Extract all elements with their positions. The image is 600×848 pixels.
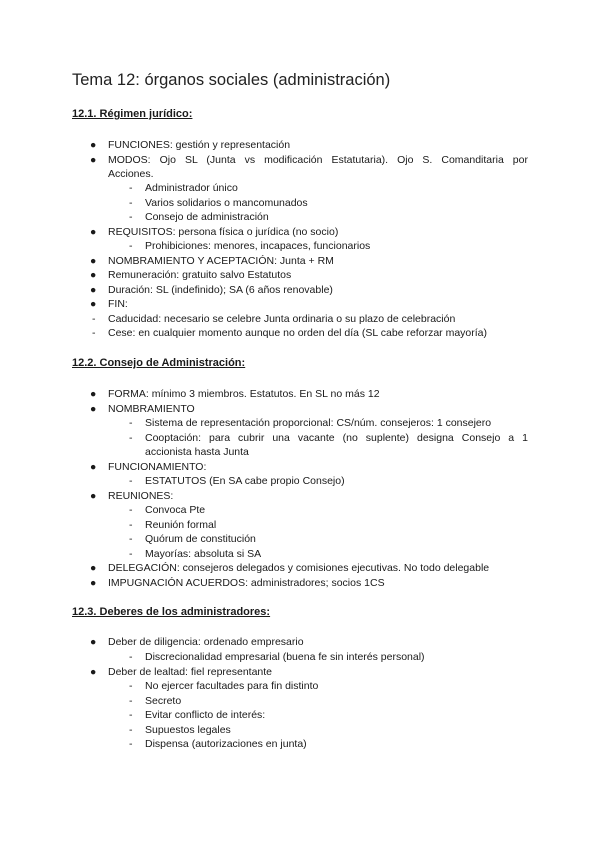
bullet-dash: - xyxy=(92,313,96,325)
list-item: MODOS: Ojo SL (Junta vs modificación Estatutaria). Ojo S. Comanditaria por xyxy=(108,154,528,166)
bullet-dot: ● xyxy=(90,226,97,238)
list-item: DELEGACIÓN: consejeros delegados y comisiones ejecutivas. No todo delegable xyxy=(108,562,490,574)
bullet-dash: - xyxy=(129,240,133,252)
bullet-dot: ● xyxy=(90,298,97,310)
bullet-dot: ● xyxy=(90,666,97,678)
bullet-dash: - xyxy=(129,533,133,545)
bullet-dash: - xyxy=(129,182,133,194)
section-heading: 12.2. Consejo de Administración: xyxy=(72,357,246,369)
list-item: FUNCIONES: gestión y representación xyxy=(108,139,291,151)
sub-item: Dispensa (autorizaciones en junta) xyxy=(145,738,307,750)
section-heading: 12.3. Deberes de los administradores: xyxy=(72,606,271,618)
list-item: IMPUGNACIÓN ACUERDOS: administradores; socios 1CS xyxy=(108,577,385,589)
sub-item: Quórum de constitución xyxy=(145,533,256,545)
sub-item: ESTATUTOS (En SA cabe propio Consejo) xyxy=(145,475,345,487)
list-item: Caducidad: necesario se celebre Junta ordinaria o su plazo de celebración xyxy=(108,313,456,325)
bullet-dot: ● xyxy=(90,269,97,281)
bullet-dash: - xyxy=(129,548,133,560)
bullet-dash: - xyxy=(129,211,133,223)
list-item: NOMBRAMIENTO Y ACEPTACIÓN: Junta + RM xyxy=(108,255,334,267)
bullet-dash: - xyxy=(129,475,133,487)
bullet-dash: - xyxy=(92,327,96,339)
list-item: Deber de diligencia: ordenado empresario xyxy=(108,636,304,648)
bullet-dot: ● xyxy=(90,139,97,151)
sub-item: Secreto xyxy=(145,695,182,707)
sub-item: Convoca Pte xyxy=(145,504,206,516)
bullet-dash: - xyxy=(129,417,133,429)
sub-item: No ejercer facultades para fin distinto xyxy=(145,680,319,692)
bullet-dot: ● xyxy=(90,403,97,415)
list-item-continuation: Acciones. xyxy=(108,168,154,180)
bullet-dot: ● xyxy=(90,388,97,400)
sub-item: Consejo de administración xyxy=(145,211,269,223)
sub-item: Varios solidarios o mancomunados xyxy=(145,197,308,209)
bullet-dot: ● xyxy=(90,255,97,267)
list-item: Deber de lealtad: fiel representante xyxy=(108,666,273,678)
sub-item: Prohibiciones: menores, incapaces, funcionarios xyxy=(145,240,371,252)
sub-item: Reunión formal xyxy=(145,519,217,531)
list-item: REQUISITOS: persona física o jurídica (no socio) xyxy=(108,226,339,238)
sub-item: Sistema de representación proporcional: CS/núm. consejeros: 1 consejero xyxy=(145,417,492,429)
bullet-dot: ● xyxy=(90,284,97,296)
bullet-dot: ● xyxy=(90,461,97,473)
bullet-dot: ● xyxy=(90,154,97,166)
list-item: NOMBRAMIENTO xyxy=(108,403,195,415)
bullet-dash: - xyxy=(129,709,133,721)
bullet-dash: - xyxy=(129,504,133,516)
list-item: FIN: xyxy=(108,298,128,310)
list-item: FORMA: mínimo 3 miembros. Estatutos. En SL no más 12 xyxy=(108,388,380,400)
bullet-dash: - xyxy=(129,432,133,444)
sub-item: Cooptación: para cubrir una vacante (no suplente) designa Consejo a 1 xyxy=(145,432,528,444)
sub-item: Discrecionalidad empresarial (buena fe sin interés personal) xyxy=(145,651,425,663)
section-heading: 12.1. Régimen jurídico: xyxy=(72,108,193,120)
bullet-dash: - xyxy=(129,724,133,736)
bullet-dot: ● xyxy=(90,577,97,589)
bullet-dash: - xyxy=(129,695,133,707)
bullet-dash: - xyxy=(129,651,133,663)
page-title: Tema 12: órganos sociales (administración) xyxy=(72,71,391,89)
bullet-dot: ● xyxy=(90,490,97,502)
bullet-dash: - xyxy=(129,680,133,692)
bullet-dot: ● xyxy=(90,562,97,574)
list-item: FUNCIONAMIENTO: xyxy=(108,461,207,473)
sub-item-continuation: accionista hasta Junta xyxy=(145,446,249,458)
list-item: Remuneración: gratuito salvo Estatutos xyxy=(108,269,292,281)
sub-item: Evitar conflicto de interés: xyxy=(145,709,266,721)
bullet-dot: ● xyxy=(90,636,97,648)
sub-item: Mayorías: absoluta si SA xyxy=(145,548,262,560)
list-item: Duración: SL (indefinido); SA (6 años renovable) xyxy=(108,284,333,296)
list-item: REUNIONES: xyxy=(108,490,174,502)
sub-item: Administrador único xyxy=(145,182,238,194)
bullet-dash: - xyxy=(129,519,133,531)
list-item: Cese: en cualquier momento aunque no orden del día (SL cabe reforzar mayoría) xyxy=(108,327,487,339)
sub-item: Supuestos legales xyxy=(145,724,231,736)
bullet-dash: - xyxy=(129,738,133,750)
bullet-dash: - xyxy=(129,197,133,209)
